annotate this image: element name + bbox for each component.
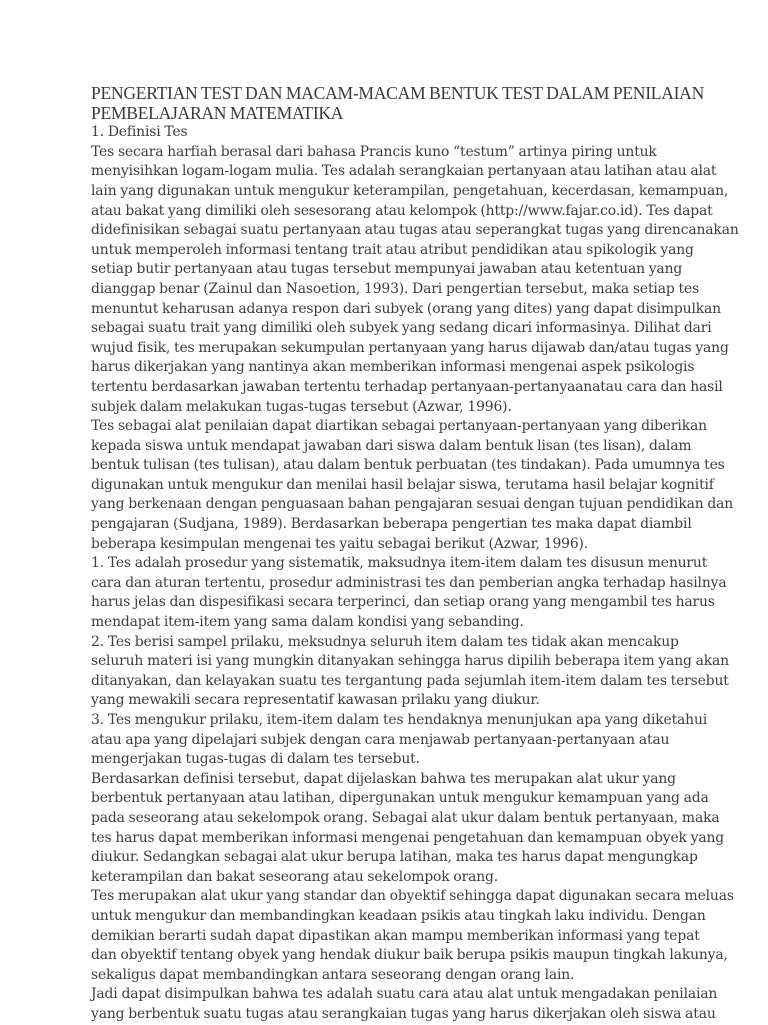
- body-text-line: atau apa yang dipelajari subjek dengan cara menjawab pertanyaan-pertanyaan atau: [91, 731, 670, 748]
- body-text-line: tertentu berdasarkan jawaban tertentu terhadap pertanyaan-pertanyaanatau cara dan hasil: [91, 378, 723, 395]
- document-title: [91, 83, 704, 123]
- body-text-line: dianggap benar (Zainul dan Nasoetion, 1993). Dari pengertian tersebut, maka setiap tes: [91, 280, 699, 297]
- body-text-line: wujud fisik, tes merupakan sekumpulan pertanyaan yang harus dijawab dan/atau tugas yang: [91, 339, 729, 356]
- body-text-line: setiap butir pertanyaan atau tugas tersebut mempunyai jawaban atau ketentuan yang: [91, 261, 683, 278]
- body-text-line: cara dan aturan tertentu, prosedur administrasi tes dan pemberian angka terhadap hasilnya: [91, 574, 727, 591]
- body-text-line: subjek dalam melakukan tugas-tugas tersebut (Azwar, 1996).: [91, 398, 512, 415]
- body-text-line: didefinisikan sebagai suatu pertanyaan atau tugas atau seperangkat tugas yang direncanakan: [91, 222, 739, 239]
- body-text-line: 2. Tes berisi sampel prilaku, meksudnya seluruh item dalam tes tidak akan mencakup: [91, 633, 679, 650]
- document-page: [91, 83, 739, 1025]
- title-line: PEMBELAJARAN MATEMATIKA: [91, 102, 344, 123]
- body-text-line: beberapa kesimpulan mengenai tes yaitu sebagai berikut (Azwar, 1996).: [91, 535, 589, 552]
- body-text-line: kepada siswa untuk mendapat jawaban dari siswa dalam bentuk lisan (tes lisan), dalam: [91, 437, 692, 454]
- body-text-line: digunakan untuk mengukur dan menilai hasil belajar siswa, terutama hasil belajar kognitif: [91, 476, 714, 493]
- body-text-line: harus jelas dan dispesifikasi secara terperinci, dan setiap orang yang mengambil tes harus: [91, 594, 715, 611]
- body-text-line: menuntut keharusan adanya respon dari subyek (orang yang dites) yang dapat disimpulkan: [91, 300, 721, 317]
- body-text-line: dan obyektif tentang obyek yang hendak diukur baik berupa psikis maupun tingkah lakunya,: [91, 947, 728, 964]
- body-text-line: atau bakat yang dimiliki oleh sesesorang atau kelompok (http://www.fajar.co.id). Tes dapat: [91, 202, 713, 219]
- body-text-line: yang berkenaan dengan penguasaan bahan pengajaran sesuai dengan tujuan pendidikan dan: [91, 496, 734, 513]
- body-text-line: sekaligus dapat membandingkan antara seseorang dengan orang lain.: [91, 966, 575, 983]
- section-heading: 1. Definisi Tes: [91, 124, 188, 141]
- body-text-line: 1. Tes adalah prosedur yang sistematik, maksudnya item-item dalam tes disusun menurut: [91, 555, 708, 572]
- body-text-line: tes harus dapat memberikan informasi mengenai pengetahuan dan kemampuan obyek yang: [91, 829, 725, 846]
- body-text-line: pengajaran (Sudjana, 1989). Berdasarkan beberapa pengertian tes maka dapat diambil: [91, 516, 692, 533]
- body-text-line: Tes sebagai alat penilaian dapat diartikan sebagai pertanyaan-pertanyaan yang diberikan: [91, 418, 707, 435]
- body-text-line: Jadi dapat disimpulkan bahwa tes adalah suatu cara atau alat untuk mengadakan penilaian: [91, 986, 718, 1003]
- body-text-line: Berdasarkan definisi tersebut, dapat dijelaskan bahwa tes merupakan alat ukur yang: [91, 770, 676, 787]
- body-text-line: lain yang digunakan untuk mengukur keterampilan, pengetahuan, kecerdasan, kemampuan,: [91, 182, 729, 199]
- body-text-line: yang berbentuk suatu tugas atau serangkaian tugas yang harus dikerjakan oleh siswa atau: [91, 1005, 716, 1022]
- body-text-line: ditanyakan, dan kelayakan suatu tes tergantung pada sejumlah item-item dalam tes tersebut: [91, 672, 729, 689]
- body-text-line: berbentuk pertanyaan atau latihan, dipergunakan untuk mengukur kemampuan yang ada: [91, 790, 709, 807]
- body-text-line: untuk memperoleh informasi tentang trait atau atribut pendidikan atau spikologik yang: [91, 241, 694, 258]
- body-text-line: untuk mengukur dan membandingkan keadaan psikis atau tingkah laku individu. Dengan: [91, 907, 706, 924]
- body-text-line: 3. Tes mengukur prilaku, item-item dalam tes hendaknya menunjukan apa yang diketahui: [91, 712, 708, 728]
- body-text-line: sebagai suatu trait yang dimiliki oleh subyek yang sedang dicari informasinya. Dilihat dari: [91, 320, 712, 337]
- body-text-line: mendapat item-item yang sama dalam kondisi yang sebanding.: [91, 614, 524, 631]
- body-text-line: demikian berarti sudah dapat dipastikan akan mampu memberikan informasi yang tepat: [91, 927, 700, 944]
- body-text-line: Tes secara harfiah berasal dari bahasa Prancis kuno “testum” artinya piring untuk: [91, 143, 657, 160]
- body-text-line: pada seseorang atau sekelompok orang. Sebagai alat ukur dalam bentuk pertanyaan, maka: [91, 809, 720, 826]
- document-body: [91, 123, 739, 1024]
- body-text-line: diukur. Sedangkan sebagai alat ukur berupa latihan, maka tes harus dapat mengungkap: [91, 849, 698, 866]
- body-text-line: keterampilan dan bakat seseorang atau sekelompok orang.: [91, 868, 499, 885]
- title-line: PENGERTIAN TEST DAN MACAM-MACAM BENTUK TEST DALAM PENILAIAN: [91, 83, 704, 103]
- body-text-line: yang mewakili secara representatif kawasan prilaku yang diukur.: [91, 692, 540, 709]
- body-text-line: seluruh materi isi yang mungkin ditanyakan sehingga harus dipilih beberapa item yang akan: [91, 653, 729, 670]
- body-text-line: bentuk tulisan (tes tulisan), atau dalam bentuk perbuatan (tes tindakan). Pada umumnya tes: [91, 457, 725, 474]
- body-text-line: menyisihkan logam-logam mulia. Tes adalah serangkaian pertanyaan atau latihan atau alat: [91, 163, 717, 180]
- body-text-line: Tes merupakan alat ukur yang standar dan obyektif sehingga dapat digunakan secara meluas: [91, 888, 734, 905]
- body-text-line: mengerjakan tugas-tugas di dalam tes tersebut.: [91, 751, 420, 768]
- body-text-line: harus dikerjakan yang nantinya akan memberikan informasi mengenai aspek psikologis: [91, 359, 695, 376]
